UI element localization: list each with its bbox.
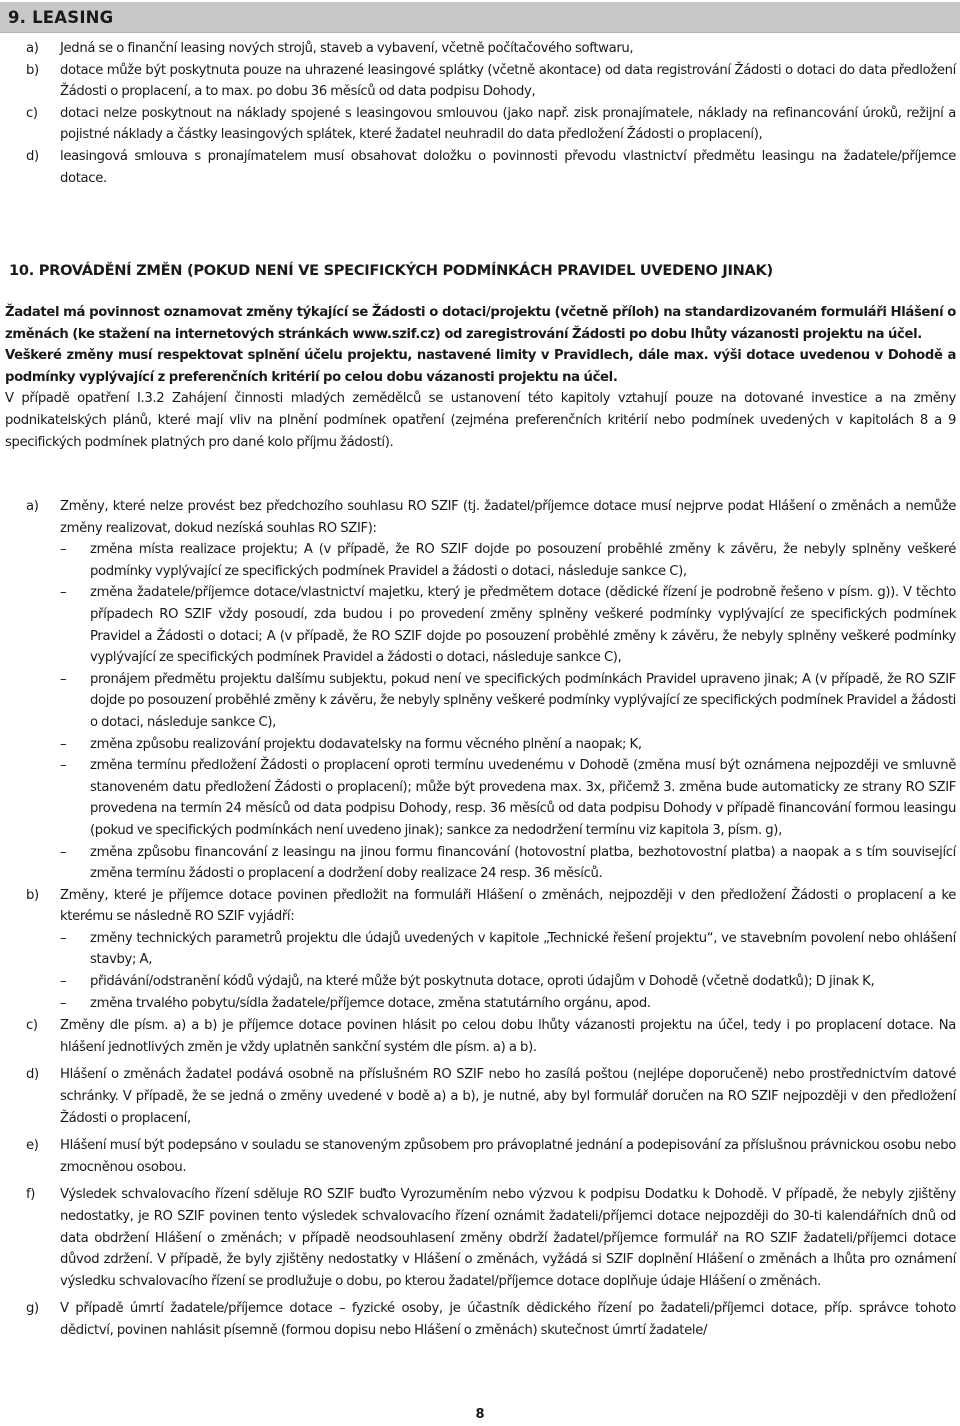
dash-marker: –	[60, 671, 67, 687]
section-10-list	[26, 496, 956, 1342]
dash-item	[60, 582, 956, 668]
dash-item	[60, 539, 956, 582]
dash-item-text: přidávání/odstranění kódů výdajů, na které může být poskytnuta dotace, oproti údajům v Dohodě (včetně dodatků); D jinak K,	[90, 974, 875, 990]
list-marker: a)	[26, 499, 39, 514]
page-number: 8	[475, 1407, 485, 1422]
dash-item-text: změna žadatele/příjemce dotace/vlastnictví majetku, který je předmětem dotace (dědické řízení je podrobně řešeno v písm. g)). V těchto případech RO SZIF vždy posoudí, zda budou i po provedení změny splněny veškeré podmínky vyplývající ze specifických podmínek Pravidel a Žádosti o dotaci; A (v případě, že RO SZIF dojde po posouzení proběhlé změny k závěru, že nebyly splněny veškeré podmínky vyplývající ze specifických podmínek Pravidel a žádosti o dotaci, následuje sankce C),	[90, 585, 956, 666]
dash-item-text: změna místa realizace projektu; A (v případě, že RO SZIF dojde po posouzení proběhlé změny k závěru, že nebyly splněny veškeré podmínky vyplývající ze specifických podmínek Pravidel a žádosti o dotaci, následuje sankce C),	[90, 542, 956, 579]
list-marker: c)	[26, 105, 38, 121]
dash-marker: –	[60, 995, 67, 1011]
dash-marker: –	[60, 974, 67, 990]
list-item-text	[60, 1184, 956, 1292]
list-item	[26, 1015, 956, 1058]
list-item-body: Změny dle písm. a) a b) je příjemce dotace povinen hlásit po celou dobu lhůty vázanosti projektu na účel, tedy i po proplacení dotace. Na hlášení jednotlivých změn je vždy uplatněn sankční systém dle písm. a) a b).	[60, 1018, 956, 1055]
list-item-text: dotaci nelze poskytnout na náklady spojené s leasingovou smlouvou (jako např. zisk pronajímatele, náklady na refinancování úroků, režijní a pojistné náklady a částky leasingových splátek, které žadatel neuhradil do data předložení Žádosti o proplacení),	[60, 105, 956, 143]
dash-item	[60, 734, 956, 756]
list-item-text	[60, 496, 956, 885]
list-item-body: Výsledek schvalovacího řízení sděluje RO SZIF buďto Vyrozuměním nebo výzvou k podpisu Dodatku k Dohodě. V případě, že nebyly zjištěny nedostatky, je RO SZIF povinen tento výsledek schvalovacího řízení oznámit žadateli/příjemci dotace nejpozději do 30-ti kalendářních dnů od data obdržení Hlášení o změnách; v případě neodsouhlasení změny obdrží žadatel/příjemce formulář na RO SZIF žadateli/příjemci dotace důvod zdržení. V případě, že byly zjištěny nedostatky v Hlášení o změnách, vyžádá si SZIF doplnění Hlášení o změnách a lhůta pro oznámení výsledku schvalovacího řízení se prodlužuje o dobu, po kterou žadatel/příjemce dotace doplňuje údaje Hlášení o změnách.	[60, 1187, 956, 1289]
dash-item	[60, 971, 956, 993]
list-marker: c)	[26, 1018, 38, 1034]
list-marker: e)	[26, 1138, 39, 1154]
list-marker: d)	[26, 148, 39, 164]
dash-item	[60, 669, 956, 734]
dash-item-text: změna způsobu realizování projektu dodavatelsky na formu věcného plnění a naopak; K,	[90, 736, 642, 752]
list-item	[26, 1135, 956, 1178]
dash-item	[60, 928, 956, 971]
list-item-text	[60, 1064, 956, 1129]
list-item-text	[60, 885, 956, 1015]
dash-list	[60, 928, 956, 1014]
dash-marker: –	[60, 758, 67, 774]
dash-marker: –	[60, 585, 67, 601]
list-item	[26, 103, 956, 146]
list-item	[26, 1064, 956, 1129]
section-10-intro	[5, 302, 956, 453]
list-item	[26, 496, 956, 885]
dash-item-text: změna způsobu financování z leasingu na jinou formu financování (hotovostní platba, bezhotovostní platba) a naopak a s tím související změna termínu žádosti o proplacení a dodržení doby realizace 24 resp. 36 měsíců.	[90, 844, 956, 882]
list-item-body: V případě úmrtí žadatele/příjemce dotace – fyzické osoby, je účastník dědického řízení po žadateli/příjemci dotace, příp. správce tohoto dědictví, povinen nahlásit písemně (formou dopisu nebo Hlášení o změnách) skutečnost úmrtí žadatele/	[60, 1301, 956, 1338]
list-marker: g)	[26, 1301, 39, 1317]
list-item	[26, 38, 956, 60]
dash-marker: –	[60, 930, 67, 946]
dash-item	[60, 755, 956, 841]
list-item-text	[60, 1135, 956, 1178]
list-marker: d)	[26, 1067, 39, 1083]
dash-marker: –	[60, 844, 67, 860]
list-item	[26, 60, 956, 103]
list-marker: b)	[26, 887, 39, 903]
section-10-heading: 10. PROVÁDĚNÍ ZMĚN (POKUD NENÍ VE SPECIFICKÝCH PODMÍNKÁCH PRAVIDEL UVEDENO JINAK)	[9, 262, 773, 279]
list-item-body: Hlášení musí být podepsáno v souladu se stanoveným způsobem pro právoplatné jednání a podepisování za příslušnou právnickou osobu nebo zmocněnou osobou.	[60, 1138, 956, 1175]
list-item-body: Hlášení o změnách žadatel podává osobně na příslušném RO SZIF nebo ho zasílá poštou (nejlépe doporučeně) nebo prostřednictvím datové schránky. V případě, že se jedná o změny uvedené v bodě a) a b), je nutné, aby byl formulář doručen na RO SZIF nejpozději v den předložení Žádosti o proplacení,	[60, 1067, 956, 1126]
list-item	[26, 1184, 956, 1292]
list-item-text	[60, 1015, 956, 1058]
dash-item-text: změna trvalého pobytu/sídla žadatele/příjemce dotace, změna statutárního orgánu, apod.	[90, 995, 651, 1011]
list-item-body: Změny, které je příjemce dotace povinen předložit na formuláři Hlášení o změnách, nejpozději v den předložení Žádosti o proplacení a ke kterému se následně RO SZIF vyjádří:	[60, 887, 956, 925]
list-item-body: Změny, které nelze provést bez předchozího souhlasu RO SZIF (tj. žadatel/příjemce dotace musí nejprve podat Hlášení o změnách a nemůže změny realizovat, dokud nezíská souhlas RO SZIF):	[60, 499, 956, 536]
list-item-text: leasingová smlouva s pronajímatelem musí obsahovat doložku o povinnosti převodu vlastnictví předmětu leasingu na žadatele/příjemce dotace.	[60, 148, 956, 186]
dash-marker: –	[60, 736, 67, 752]
dash-item	[60, 993, 956, 1015]
list-item-text	[60, 1298, 956, 1341]
section-9-title: 9. LEASING	[8, 8, 114, 27]
dash-item-text: změny technických parametrů projektu dle údajů uvedených v kapitole „Technické řešení projektu“, ve stavebním povolení nebo ohlášení stavby; A,	[90, 930, 956, 968]
intro-bold-paragraph-1: Žadatel má povinnost oznamovat změny týkající se Žádosti o dotaci/projektu (včetně příloh) na standardizovaném formuláři Hlášení o změnách (ke stažení na internetových stránkách www.szif.cz) od zaregistrování Žádosti po dobu lhůty vázanosti projektu na účel.	[5, 305, 956, 342]
dash-item	[60, 842, 956, 885]
dash-item-text: pronájem předmětu projektu dalšímu subjektu, pokud není ve specifických podmínkách Pravidel upraveno jinak; A (v případě, že RO SZIF dojde po posouzení proběhlé změny k závěru, že nebyly splněny veškeré podmínky vyplývající ze specifických podmínek Pravidel a žádosti o dotaci, následuje sankce C),	[90, 671, 956, 730]
section-9-header	[0, 2, 960, 33]
list-marker: f)	[26, 1187, 36, 1203]
list-item-text: Jedná se o finanční leasing nových strojů, staveb a vybavení, včetně počítačového softwaru,	[60, 41, 634, 56]
list-item	[26, 885, 956, 1015]
list-item	[26, 146, 956, 189]
intro-bold-paragraph-2: Veškeré změny musí respektovat splnění účelu projektu, nastavené limity v Pravidlech, dále max. výši dotace uvedenou v Dohodě a podmínky vyplývající z preferenčních kritérií po celou dobu vázanosti projektu na účel.	[5, 348, 956, 385]
list-item	[26, 1298, 956, 1341]
dash-list	[60, 539, 956, 885]
dash-item-text: změna termínu předložení Žádosti o proplacení oproti termínu uvedenému v Dohodě (změna musí být oznámena nejpozději ve smluvně stanoveném datu předložení Žádosti o proplacení); může být provedena max. 3x, přičemž 3. změna bude automaticky ze strany RO SZIF provedena na termín 24 měsíců od data podpisu Dohody, resp. 36 měsíců od data podpisu Dohody v případě financování formou leasingu (pokud ve specifických podmínkách není uvedeno jinak); sankce za nedodržení termínu viz kapitola 3, písm. g),	[90, 758, 956, 838]
list-marker: b)	[26, 62, 39, 78]
list-item-text: dotace může být poskytnuta pouze na uhrazené leasingové splátky (včetně akontace) od data registrování Žádosti o dotaci do data předložení Žádosti o proplacení, a to max. po dobu 36 měsíců od data podpisu Dohody,	[60, 62, 956, 100]
section-9-list	[26, 38, 956, 189]
dash-marker: –	[60, 542, 67, 558]
intro-paragraph: V případě opatření I.3.2 Zahájení činnosti mladých zemědělců se ustanovení této kapitoly vztahují pouze na dotované investice a na změny podnikatelských plánů, které mají vliv na plnění podmínek opatření (zejména preferenčních kritérií nebo podmínek uvedených v kapitolách 8 a 9 specifických podmínek platných pro dané kolo příjmu žádostí).	[5, 391, 956, 450]
list-marker: a)	[26, 41, 39, 56]
